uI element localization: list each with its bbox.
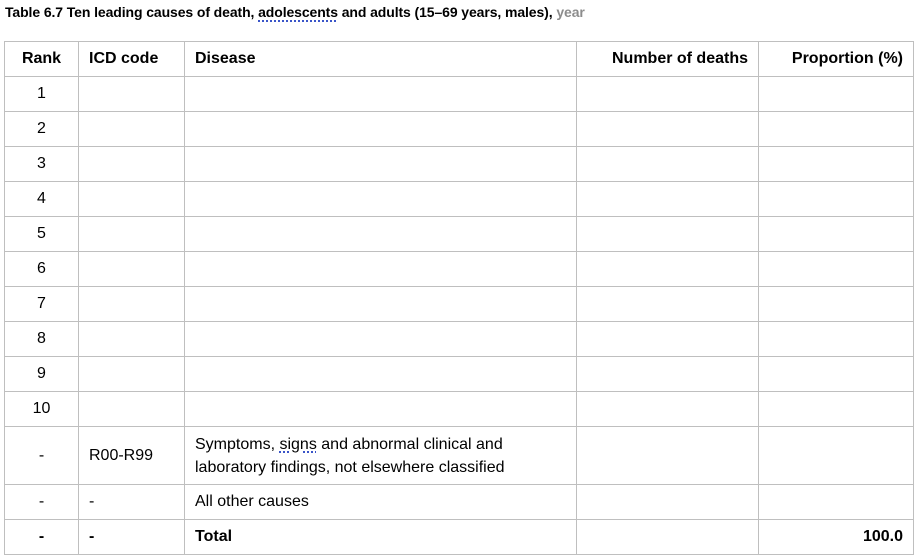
cell-rank: 2 bbox=[5, 112, 79, 147]
cell-icd-code[interactable] bbox=[79, 182, 185, 217]
cell-proportion[interactable] bbox=[759, 392, 914, 427]
cell-number-of-deaths[interactable] bbox=[577, 112, 759, 147]
cell-icd-code[interactable] bbox=[79, 112, 185, 147]
cell-proportion[interactable] bbox=[759, 147, 914, 182]
table-row bbox=[5, 147, 914, 182]
cell-icd-code: - bbox=[79, 520, 185, 555]
cell-number-of-deaths[interactable] bbox=[577, 322, 759, 357]
table-row bbox=[5, 182, 914, 217]
causes-of-death-table bbox=[4, 41, 914, 555]
cell-disease[interactable] bbox=[185, 252, 577, 287]
cell-number-of-deaths[interactable] bbox=[577, 217, 759, 252]
cell-number-of-deaths[interactable] bbox=[577, 520, 759, 555]
cell-disease[interactable] bbox=[185, 182, 577, 217]
caption-year-placeholder[interactable]: year bbox=[556, 4, 585, 20]
caption-suffix: and adults (15–69 years, males), bbox=[337, 4, 557, 20]
cell-rank: 6 bbox=[5, 252, 79, 287]
cell-icd-code[interactable] bbox=[79, 252, 185, 287]
cell-rank: - bbox=[5, 520, 79, 555]
cell-number-of-deaths[interactable] bbox=[577, 77, 759, 112]
disease-text-suffix: and abnormal clinical and laboratory findings, not elsewhere classified bbox=[195, 435, 505, 476]
cell-number-of-deaths[interactable] bbox=[577, 485, 759, 520]
cell-disease[interactable] bbox=[185, 112, 577, 147]
cell-rank: 9 bbox=[5, 357, 79, 392]
header-disease: Disease bbox=[185, 42, 577, 77]
cell-rank: 1 bbox=[5, 77, 79, 112]
table-row bbox=[5, 252, 914, 287]
header-rank: Rank bbox=[5, 42, 79, 77]
table-header-row bbox=[5, 42, 914, 77]
cell-proportion[interactable] bbox=[759, 322, 914, 357]
cell-proportion[interactable] bbox=[759, 287, 914, 322]
cell-disease[interactable] bbox=[185, 287, 577, 322]
cell-disease: All other causes bbox=[185, 485, 577, 520]
total-row bbox=[5, 520, 914, 555]
cell-icd-code[interactable] bbox=[79, 147, 185, 182]
cell-icd-code: - bbox=[79, 485, 185, 520]
header-number-of-deaths: Number of deaths bbox=[577, 42, 759, 77]
cell-proportion[interactable] bbox=[759, 182, 914, 217]
caption-prefix: Table 6.7 Ten leading causes of death, bbox=[5, 4, 259, 20]
cell-rank: 5 bbox=[5, 217, 79, 252]
cell-disease[interactable] bbox=[185, 357, 577, 392]
cell-disease[interactable] bbox=[185, 147, 577, 182]
other-causes-row bbox=[5, 485, 914, 520]
cell-proportion[interactable] bbox=[759, 112, 914, 147]
table-row bbox=[5, 77, 914, 112]
cell-disease: Total bbox=[185, 520, 577, 555]
cell-icd-code[interactable] bbox=[79, 77, 185, 112]
cell-number-of-deaths[interactable] bbox=[577, 252, 759, 287]
table-row bbox=[5, 217, 914, 252]
cell-icd-code: R00-R99 bbox=[79, 427, 185, 485]
table-row bbox=[5, 357, 914, 392]
cell-proportion[interactable] bbox=[759, 357, 914, 392]
cell-proportion: 100.0 bbox=[759, 520, 914, 555]
cell-number-of-deaths[interactable] bbox=[577, 392, 759, 427]
cell-icd-code[interactable] bbox=[79, 392, 185, 427]
table-row bbox=[5, 392, 914, 427]
cell-number-of-deaths[interactable] bbox=[577, 427, 759, 485]
table-caption bbox=[5, 4, 585, 20]
cell-icd-code[interactable] bbox=[79, 357, 185, 392]
cell-disease[interactable] bbox=[185, 392, 577, 427]
cell-proportion[interactable] bbox=[759, 217, 914, 252]
cell-rank: 10 bbox=[5, 392, 79, 427]
table-row bbox=[5, 287, 914, 322]
cell-disease[interactable] bbox=[185, 77, 577, 112]
cell-icd-code[interactable] bbox=[79, 287, 185, 322]
cell-rank: - bbox=[5, 427, 79, 485]
cell-proportion[interactable] bbox=[759, 427, 914, 485]
cell-rank: 8 bbox=[5, 322, 79, 357]
table-row bbox=[5, 112, 914, 147]
disease-text-underlined: signs bbox=[279, 435, 317, 453]
symptoms-row bbox=[5, 427, 914, 485]
table-row bbox=[5, 322, 914, 357]
cell-disease[interactable] bbox=[185, 322, 577, 357]
cell-rank: 3 bbox=[5, 147, 79, 182]
cell-rank: 7 bbox=[5, 287, 79, 322]
cell-proportion[interactable] bbox=[759, 77, 914, 112]
cell-number-of-deaths[interactable] bbox=[577, 182, 759, 217]
caption-underlined-word: adolescents bbox=[258, 4, 338, 20]
header-icd-code: ICD code bbox=[79, 42, 185, 77]
header-proportion: Proportion (%) bbox=[759, 42, 914, 77]
cell-rank: - bbox=[5, 485, 79, 520]
cell-disease[interactable] bbox=[185, 217, 577, 252]
cell-rank: 4 bbox=[5, 182, 79, 217]
cell-proportion[interactable] bbox=[759, 485, 914, 520]
cell-number-of-deaths[interactable] bbox=[577, 357, 759, 392]
cell-proportion[interactable] bbox=[759, 252, 914, 287]
cell-number-of-deaths[interactable] bbox=[577, 147, 759, 182]
disease-text-prefix: Symptoms, bbox=[195, 435, 280, 453]
cell-icd-code[interactable] bbox=[79, 217, 185, 252]
cell-icd-code[interactable] bbox=[79, 322, 185, 357]
cell-disease bbox=[185, 427, 577, 485]
cell-number-of-deaths[interactable] bbox=[577, 287, 759, 322]
